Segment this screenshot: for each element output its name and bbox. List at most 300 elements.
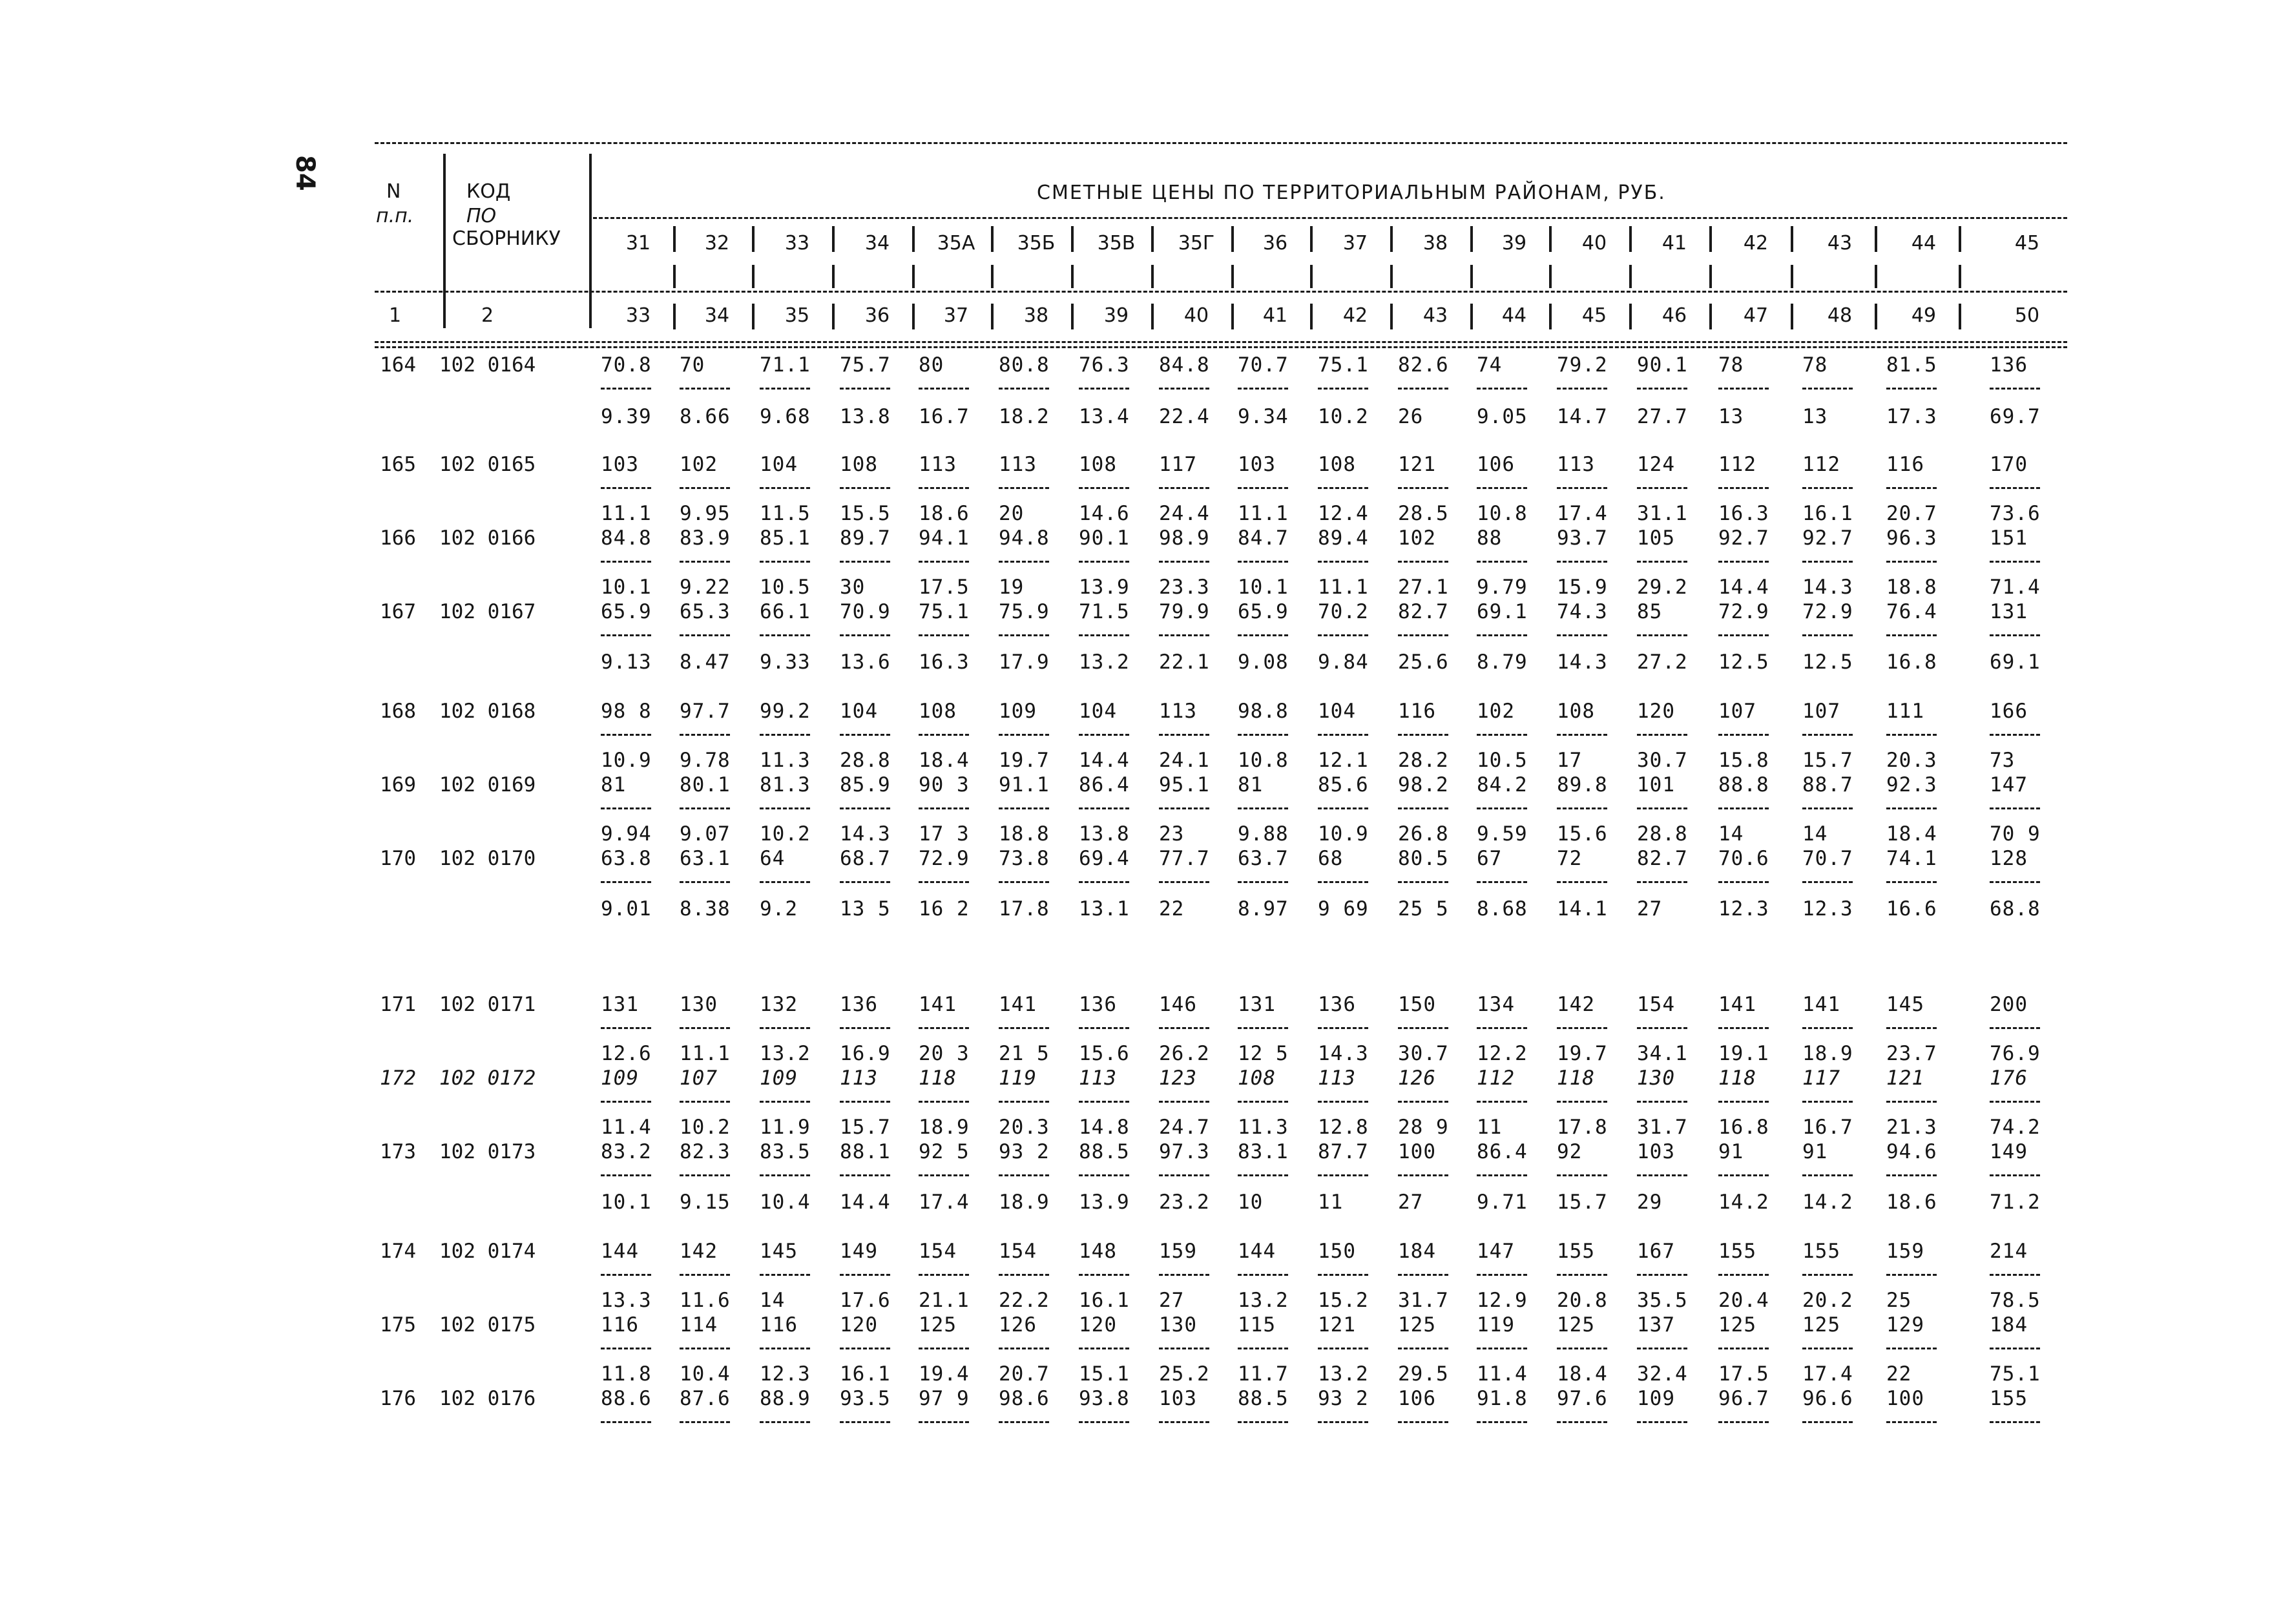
price-value: 81.5	[1886, 353, 1937, 377]
quantity-value: 20.3	[999, 1116, 1050, 1139]
price-value: 121	[1398, 453, 1436, 476]
fraction-line	[1159, 881, 1209, 883]
price-value: 101	[1637, 773, 1675, 796]
column-divider	[1390, 226, 1393, 252]
price-value: 116	[1398, 700, 1436, 723]
quantity-value: 14.3	[1318, 1042, 1369, 1065]
quantity-value: 16.1	[1802, 502, 1853, 525]
district-label: 36	[1262, 232, 1288, 255]
quantity-value: 18.9	[919, 1116, 970, 1139]
quantity-value: 22	[1159, 897, 1185, 921]
quantity-value: 12.8	[1318, 1116, 1369, 1139]
price-value: 96.7	[1718, 1387, 1769, 1410]
price-value: 149	[1990, 1140, 2028, 1163]
price-value: 102	[680, 453, 718, 476]
row-number: 169	[380, 773, 416, 796]
fraction-line	[1557, 388, 1607, 390]
column-divider	[1151, 304, 1154, 329]
row-number: 174	[380, 1240, 416, 1263]
collection-code: 102 0174	[439, 1240, 536, 1263]
price-value: 93 2	[1318, 1387, 1369, 1410]
price-value: 121	[1886, 1067, 1924, 1090]
fraction-line	[1990, 1421, 2040, 1423]
price-value: 125	[919, 1313, 957, 1337]
price-value: 64	[760, 847, 786, 870]
column-divider	[1709, 304, 1712, 329]
quantity-value: 10	[1238, 1191, 1264, 1214]
fraction-line	[1557, 1027, 1607, 1029]
fraction-line	[1802, 1174, 1853, 1176]
fraction-line	[1557, 1274, 1607, 1276]
fraction-line	[1477, 807, 1527, 809]
quantity-value: 73.6	[1990, 502, 2041, 525]
fraction-line	[760, 1348, 810, 1349]
quantity-value: 20 3	[919, 1042, 970, 1065]
fraction-line	[760, 807, 810, 809]
fraction-line	[1318, 1174, 1368, 1176]
fraction-line	[1802, 561, 1853, 563]
price-value: 83.1	[1238, 1140, 1289, 1163]
price-value: 114	[680, 1313, 718, 1337]
quantity-value: 74.2	[1990, 1116, 2041, 1139]
fraction-line	[1477, 1348, 1527, 1349]
price-value: 119	[999, 1067, 1037, 1090]
quantity-value: 23.7	[1886, 1042, 1937, 1065]
fraction-line	[1318, 634, 1368, 636]
price-value: 214	[1990, 1240, 2028, 1263]
quantity-value: 17.9	[999, 651, 1050, 674]
fraction-line	[760, 388, 810, 390]
fraction-line	[1637, 807, 1687, 809]
header-po: ПО	[466, 205, 497, 227]
quantity-value: 9.59	[1477, 822, 1528, 846]
price-value: 90.1	[1079, 526, 1130, 550]
quantity-value: 10.1	[1238, 576, 1289, 599]
quantity-value: 17.4	[1802, 1362, 1853, 1386]
district-label: 37	[1342, 232, 1368, 255]
fraction-line	[680, 1027, 730, 1029]
quantity-value: 12.1	[1318, 749, 1369, 772]
fraction-line	[1159, 1101, 1209, 1103]
price-value: 155	[1718, 1240, 1756, 1263]
quantity-value: 23.3	[1159, 576, 1210, 599]
fraction-line	[1557, 807, 1607, 809]
rule	[375, 142, 2067, 144]
price-value: 119	[1477, 1313, 1515, 1337]
fraction-line	[999, 1348, 1049, 1349]
fraction-line	[601, 561, 651, 563]
fraction-line	[1159, 734, 1209, 736]
price-value: 90.1	[1637, 353, 1688, 377]
collection-code: 102 0169	[439, 773, 536, 796]
quantity-value: 14.2	[1802, 1191, 1853, 1214]
price-value: 141	[1718, 993, 1756, 1016]
fraction-line	[1886, 634, 1937, 636]
price-value: 89.7	[840, 526, 891, 550]
fraction-line	[1079, 1348, 1129, 1349]
district-label: 42	[1743, 232, 1769, 255]
fraction-line	[1802, 487, 1853, 489]
price-value: 125	[1718, 1313, 1756, 1337]
price-value: 63.1	[680, 847, 731, 870]
price-value: 154	[1637, 993, 1675, 1016]
quantity-value: 11.4	[601, 1116, 652, 1139]
fraction-line	[1079, 881, 1129, 883]
price-value: 141	[999, 993, 1037, 1016]
price-value: 65.9	[601, 600, 652, 623]
fraction-line	[1159, 388, 1209, 390]
quantity-value: 78.5	[1990, 1289, 2041, 1312]
rule	[375, 341, 2067, 343]
fraction-line	[1637, 1174, 1687, 1176]
price-value: 113	[1318, 1067, 1356, 1090]
quantity-value: 30.7	[1637, 749, 1688, 772]
quantity-value: 10.9	[1318, 822, 1369, 846]
price-value: 142	[680, 1240, 718, 1263]
price-value: 65.3	[680, 600, 731, 623]
price-value: 80.8	[999, 353, 1050, 377]
fraction-line	[840, 1348, 890, 1349]
fraction-line	[1718, 881, 1769, 883]
fraction-line	[1238, 634, 1288, 636]
fraction-line	[1238, 807, 1288, 809]
row-number: 166	[380, 526, 416, 550]
fraction-line	[1718, 487, 1769, 489]
header-title: СМЕТНЫЕ ЦЕНЫ ПО ТЕРРИТОРИАЛЬНЫМ РАЙОНАМ, РУБ.	[1037, 182, 1666, 204]
price-value: 142	[1557, 993, 1595, 1016]
column-divider	[912, 226, 915, 252]
quantity-value: 14.8	[1079, 1116, 1130, 1139]
price-value: 68	[1318, 847, 1344, 870]
quantity-value: 14.7	[1557, 405, 1608, 428]
price-value: 106	[1398, 1387, 1436, 1410]
price-value: 144	[601, 1240, 639, 1263]
quantity-value: 9.05	[1477, 405, 1528, 428]
column-divider	[1875, 226, 1877, 252]
district-label: 41	[1661, 232, 1687, 255]
price-value: 75.7	[840, 353, 891, 377]
price-value: 103	[1637, 1140, 1675, 1163]
quantity-value: 10.5	[1477, 749, 1528, 772]
fraction-line	[760, 487, 810, 489]
quantity-value: 13	[1718, 405, 1744, 428]
fraction-line	[1318, 1101, 1368, 1103]
quantity-value: 17.5	[919, 576, 970, 599]
price-value: 76.4	[1886, 600, 1937, 623]
fraction-line	[1159, 634, 1209, 636]
quantity-value: 9.88	[1238, 822, 1289, 846]
column-divider	[752, 226, 755, 252]
quantity-value: 16.3	[919, 651, 970, 674]
row-number: 168	[380, 700, 416, 723]
quantity-value: 9.68	[760, 405, 811, 428]
district-label: 38	[1422, 232, 1448, 255]
quantity-value: 28.5	[1398, 502, 1449, 525]
fraction-line	[680, 487, 730, 489]
fraction-line	[1557, 1174, 1607, 1176]
column-divider	[1231, 226, 1234, 252]
fraction-line	[1238, 561, 1288, 563]
fraction-line	[919, 487, 969, 489]
quantity-value: 12.4	[1318, 502, 1369, 525]
fraction-line	[1718, 1101, 1769, 1103]
price-value: 141	[919, 993, 957, 1016]
price-value: 92.7	[1802, 526, 1853, 550]
fraction-line	[1557, 734, 1607, 736]
quantity-value: 28 9	[1398, 1116, 1449, 1139]
quantity-value: 13.2	[1318, 1362, 1369, 1386]
price-value: 92 5	[919, 1140, 970, 1163]
fraction-line	[1159, 1421, 1209, 1423]
quantity-value: 15.9	[1557, 576, 1608, 599]
fraction-line	[1398, 1101, 1448, 1103]
fraction-line	[1557, 881, 1607, 883]
price-value: 63.7	[1238, 847, 1289, 870]
fraction-line	[1398, 881, 1448, 883]
quantity-value: 16.9	[840, 1042, 891, 1065]
column-divider	[832, 265, 835, 288]
quantity-value: 9.01	[601, 897, 652, 921]
price-value: 91	[1718, 1140, 1744, 1163]
fraction-line	[1718, 561, 1769, 563]
price-value: 83.2	[601, 1140, 652, 1163]
price-value: 91.8	[1477, 1387, 1528, 1410]
quantity-value: 8.97	[1238, 897, 1289, 921]
fraction-line	[1398, 734, 1448, 736]
quantity-value: 22	[1886, 1362, 1912, 1386]
price-value: 107	[680, 1067, 718, 1090]
price-value: 120	[840, 1313, 878, 1337]
price-value: 84.2	[1477, 773, 1528, 796]
fraction-line	[1398, 1274, 1448, 1276]
price-value: 116	[1886, 453, 1924, 476]
price-value: 123	[1159, 1067, 1197, 1090]
column-divider	[1959, 226, 1961, 252]
fraction-line	[601, 1027, 651, 1029]
fraction-line	[1637, 561, 1687, 563]
fraction-line	[1398, 634, 1448, 636]
fraction-line	[1718, 1174, 1769, 1176]
price-value: 85	[1637, 600, 1663, 623]
fraction-line	[1079, 1101, 1129, 1103]
quantity-value: 13	[1802, 405, 1828, 428]
price-value: 93.8	[1079, 1387, 1130, 1410]
quantity-value: 11.3	[1238, 1116, 1289, 1139]
fraction-line	[999, 1174, 1049, 1176]
price-value: 120	[1079, 1313, 1117, 1337]
collection-code: 102 0165	[439, 453, 536, 476]
price-value: 69.1	[1477, 600, 1528, 623]
fraction-line	[999, 1027, 1049, 1029]
quantity-value: 10.2	[680, 1116, 731, 1139]
price-value: 68.7	[840, 847, 891, 870]
fraction-line	[1398, 1421, 1448, 1423]
price-value: 94.8	[999, 526, 1050, 550]
fraction-line	[840, 487, 890, 489]
fraction-line	[1802, 1421, 1853, 1423]
quantity-value: 31.7	[1637, 1116, 1688, 1139]
district-label: 35В	[1097, 232, 1136, 255]
fraction-line	[1637, 1027, 1687, 1029]
column-divider	[991, 265, 994, 288]
price-value: 118	[1718, 1067, 1756, 1090]
fraction-line	[1079, 561, 1129, 563]
price-value: 70.9	[840, 600, 891, 623]
fraction-line	[919, 388, 969, 390]
quantity-value: 13.6	[840, 651, 891, 674]
district-column-number: 38	[1023, 304, 1049, 327]
price-value: 72.9	[919, 847, 970, 870]
column-divider	[1549, 265, 1552, 288]
district-label: 40	[1581, 232, 1607, 255]
quantity-value: 13 5	[840, 897, 891, 921]
quantity-value: 11.6	[680, 1289, 731, 1312]
price-value: 112	[1718, 453, 1756, 476]
quantity-value: 14.1	[1557, 897, 1608, 921]
fraction-line	[1718, 388, 1769, 390]
quantity-value: 22.1	[1159, 651, 1210, 674]
fraction-line	[1238, 881, 1288, 883]
price-value: 81	[1238, 773, 1264, 796]
price-value: 76.3	[1079, 353, 1130, 377]
fraction-line	[1318, 487, 1368, 489]
quantity-value: 19.4	[919, 1362, 970, 1386]
fraction-line	[1990, 487, 2040, 489]
price-value: 70.6	[1718, 847, 1769, 870]
fraction-line	[760, 1174, 810, 1176]
fraction-line	[1238, 1027, 1288, 1029]
price-value: 70.7	[1238, 353, 1289, 377]
price-value: 107	[1802, 700, 1840, 723]
price-value: 75.1	[919, 600, 970, 623]
fraction-line	[1398, 561, 1448, 563]
quantity-value: 9.2	[760, 897, 798, 921]
quantity-value: 16.7	[919, 405, 970, 428]
quantity-value: 16.8	[1718, 1116, 1769, 1139]
quantity-value: 15.8	[1718, 749, 1769, 772]
column-divider	[1791, 304, 1793, 329]
price-value: 96.3	[1886, 526, 1937, 550]
price-value: 86.4	[1079, 773, 1130, 796]
fraction-line	[1159, 1174, 1209, 1176]
row-number: 170	[380, 847, 416, 870]
quantity-value: 16.8	[1886, 651, 1937, 674]
fraction-line	[1477, 1101, 1527, 1103]
district-column-number: 44	[1501, 304, 1527, 327]
fraction-line	[680, 1348, 730, 1349]
quantity-value: 19.7	[1557, 1042, 1608, 1065]
price-value: 131	[1238, 993, 1276, 1016]
column-divider	[1470, 304, 1473, 329]
price-value: 80.1	[680, 773, 731, 796]
quantity-value: 12.3	[1718, 897, 1769, 921]
price-value: 72.9	[1802, 600, 1853, 623]
quantity-value: 15.6	[1557, 822, 1608, 846]
collection-code: 102 0164	[439, 353, 536, 377]
price-value: 148	[1079, 1240, 1117, 1263]
price-value: 113	[999, 453, 1037, 476]
column-divider	[1231, 265, 1234, 288]
quantity-value: 9.13	[601, 651, 652, 674]
column-divider	[1231, 304, 1234, 329]
price-value: 109	[1637, 1387, 1675, 1410]
district-label: 35А	[937, 232, 975, 255]
column-divider	[1709, 226, 1712, 252]
quantity-value: 16.3	[1718, 502, 1769, 525]
fraction-line	[1398, 487, 1448, 489]
quantity-value: 71.2	[1990, 1191, 2041, 1214]
price-value: 149	[840, 1240, 878, 1263]
quantity-value: 20.8	[1557, 1289, 1608, 1312]
quantity-value: 25.2	[1159, 1362, 1210, 1386]
quantity-value: 10.1	[601, 576, 652, 599]
price-value: 118	[919, 1067, 957, 1090]
district-label: 44	[1911, 232, 1937, 255]
price-value: 155	[1990, 1387, 2028, 1410]
quantity-value: 10.4	[680, 1362, 731, 1386]
quantity-value: 24.7	[1159, 1116, 1210, 1139]
quantity-value: 13.9	[1079, 1191, 1130, 1214]
fraction-line	[1637, 1348, 1687, 1349]
row-number: 176	[380, 1387, 416, 1410]
price-value: 77.7	[1159, 847, 1210, 870]
price-value: 147	[1990, 773, 2028, 796]
price-value: 112	[1802, 453, 1840, 476]
fraction-line	[1238, 487, 1288, 489]
quantity-value: 23.2	[1159, 1191, 1210, 1214]
fraction-line	[1238, 1421, 1288, 1423]
district-column-number: 41	[1262, 304, 1288, 327]
price-value: 93.5	[840, 1387, 891, 1410]
fraction-line	[1557, 1421, 1607, 1423]
price-value: 113	[919, 453, 957, 476]
price-value: 128	[1990, 847, 2028, 870]
fraction-line	[1318, 734, 1368, 736]
fraction-line	[1238, 734, 1288, 736]
quantity-value: 18.6	[919, 502, 970, 525]
price-value: 75.9	[999, 600, 1050, 623]
price-value: 147	[1477, 1240, 1515, 1263]
fraction-line	[1990, 1027, 2040, 1029]
price-value: 69.4	[1079, 847, 1130, 870]
quantity-value: 11	[1477, 1116, 1503, 1139]
quantity-value: 20.7	[1886, 502, 1937, 525]
row-number: 171	[380, 993, 416, 1016]
price-value: 136	[840, 993, 878, 1016]
header-col-2: 2	[481, 304, 494, 327]
quantity-value: 13.2	[1238, 1289, 1289, 1312]
price-value: 132	[760, 993, 798, 1016]
district-column-number: 43	[1422, 304, 1448, 327]
fraction-line	[919, 1348, 969, 1349]
quantity-value: 11.5	[760, 502, 811, 525]
quantity-value: 18.9	[1802, 1042, 1853, 1065]
fraction-line	[1557, 634, 1607, 636]
quantity-value: 14	[1718, 822, 1744, 846]
fraction-line	[680, 561, 730, 563]
price-value: 97.3	[1159, 1140, 1210, 1163]
price-value: 107	[1718, 700, 1756, 723]
fraction-line	[1886, 1274, 1937, 1276]
column-divider	[1071, 304, 1074, 329]
fraction-line	[1159, 1348, 1209, 1349]
quantity-value: 9.78	[680, 749, 731, 772]
quantity-value: 13.4	[1079, 405, 1130, 428]
collection-code: 102 0173	[439, 1140, 536, 1163]
price-value: 71.1	[760, 353, 811, 377]
quantity-value: 22.4	[1159, 405, 1210, 428]
price-value: 184	[1398, 1240, 1436, 1263]
